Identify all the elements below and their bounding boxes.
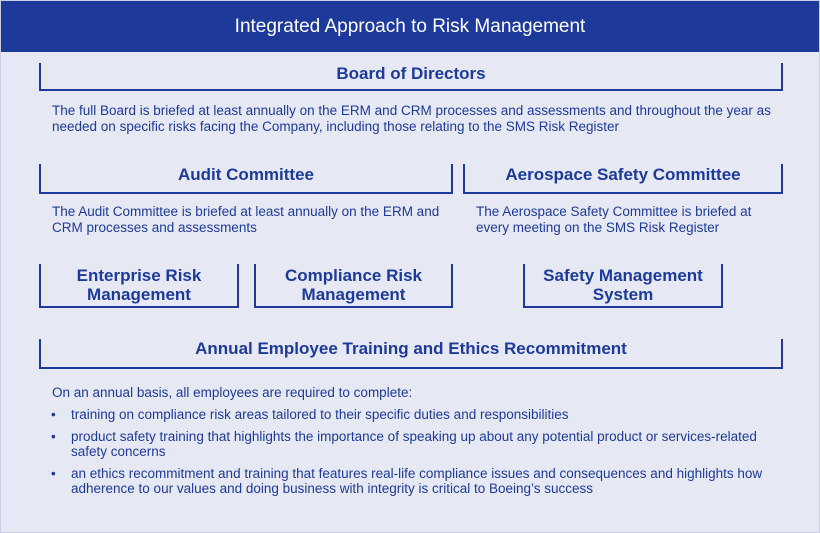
training-intro: On an annual basis, all employees are required to complete:	[52, 385, 413, 400]
training-bullet-text: training on compliance risk areas tailored to their specific duties and responsibilities	[71, 407, 569, 422]
safety-management-system-box	[523, 264, 723, 308]
erm-label-line1: Enterprise Risk	[76, 266, 202, 285]
audit-committee-box	[39, 164, 453, 194]
training-bullet-text: an ethics recommitment and training that features real-life compliance issues and consequences and highlights how adherence to our values and doing business with integrity is critical to Boeing’s success	[71, 466, 763, 496]
board-of-directors-label: Board of Directors	[336, 64, 486, 83]
training-bullet-item	[49, 466, 784, 496]
board-description: The full Board is briefed at least annually on the ERM and CRM processes and assessments and throughout the year as needed on specific risks facing the Company, including those relating to the SMS Risk Register	[52, 103, 771, 134]
crm-label-line1: Compliance Risk	[285, 266, 422, 285]
diagram-title: Integrated Approach to Risk Management	[1, 1, 819, 52]
training-bullet-text: product safety training that highlights the importance of speaking up about any potential product or services-related safety concerns	[71, 429, 757, 459]
training-bullet-item	[49, 407, 784, 422]
training-bullet-item	[49, 429, 784, 459]
bullet-symbol: •	[51, 466, 56, 481]
aerospace-safety-committee-box	[463, 164, 783, 194]
enterprise-risk-management-box	[39, 264, 239, 308]
bullet-symbol: •	[51, 429, 56, 444]
board-of-directors-box	[39, 63, 783, 91]
audit-committee-label: Audit Committee	[178, 165, 314, 184]
training-bullet-list	[49, 407, 784, 503]
sms-label-line1: Safety Management	[543, 266, 703, 285]
audit-committee-description: The Audit Committee is briefed at least annually on the ERM and CRM processes and assessments	[52, 204, 440, 235]
annual-training-box	[39, 339, 783, 369]
annual-training-label: Annual Employee Training and Ethics Recommitment	[195, 339, 627, 358]
aerospace-safety-committee-description: The Aerospace Safety Committee is briefed at every meeting on the SMS Risk Register	[476, 204, 752, 235]
aerospace-safety-committee-label: Aerospace Safety Committee	[505, 165, 741, 184]
sms-label-line2: System	[592, 285, 654, 304]
crm-label-line2: Management	[301, 285, 406, 304]
bullet-symbol: •	[51, 407, 56, 422]
erm-label-line2: Management	[87, 285, 191, 304]
compliance-risk-management-box	[254, 264, 453, 308]
